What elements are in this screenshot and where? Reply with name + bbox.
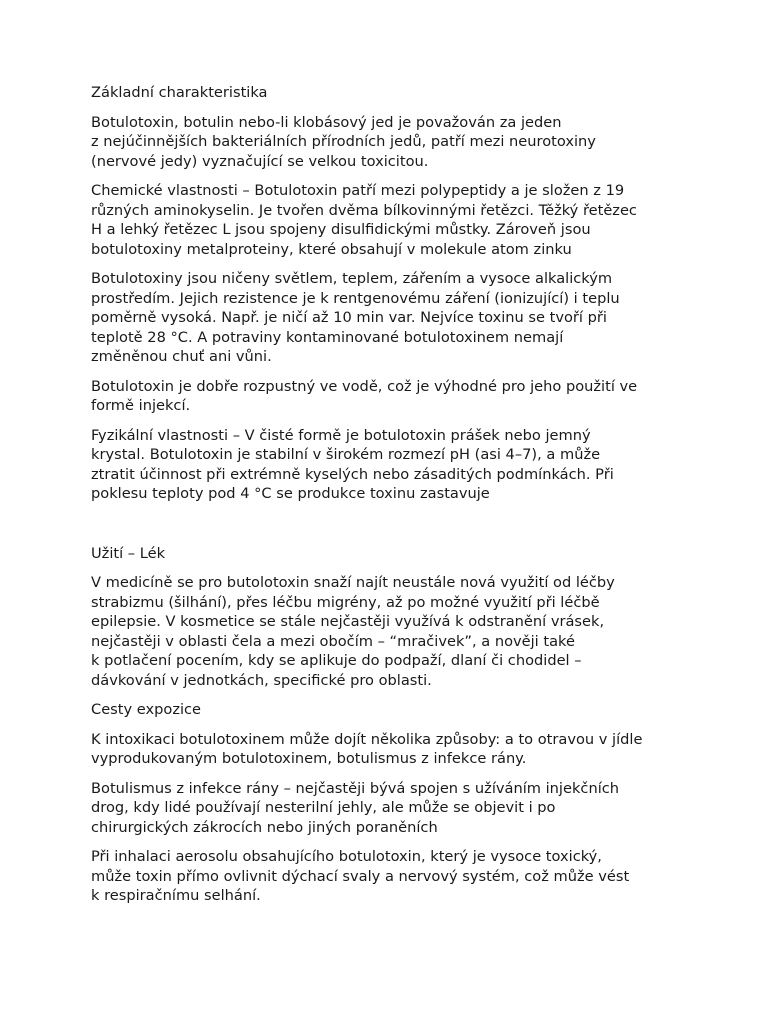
section-gap: [91, 514, 691, 544]
text-line: Cesty expozice: [91, 701, 202, 718]
text-line: epilepsie. V kosmetice se stále nejčastěji využívá k odstranění vrásek,: [91, 613, 605, 630]
document-body: [91, 83, 691, 916]
text-line: ztratit účinnost při extrémně kyselých nebo zásaditých podmínkách. Při: [91, 465, 614, 483]
text-line: dávkování v jednotkách, specifické pro oblasti.: [91, 671, 432, 689]
usage-paragraph: [91, 847, 691, 906]
text-line: Základní charakteristika: [91, 84, 268, 101]
text-line: krystal. Botulotoxin je stabilní v širokém rozmezí pH (asi 4–7), a může: [91, 446, 601, 463]
section-usage: [91, 544, 691, 906]
text-line: může toxin přímo ovlivnit dýchací svaly a nervový systém, což může vést: [91, 867, 630, 885]
text-line: Botulotoxin, botulin nebo-li klobásový jed je považován za jeden: [91, 113, 562, 131]
text-line: Užití – Lék: [91, 544, 166, 562]
characteristics-paragraph: [91, 181, 691, 259]
text-line: botulotoxiny metalproteiny, které obsahují v molekule atom zinku: [91, 240, 572, 258]
text-line: Botulismus z infekce rány – nejčastěji bývá spojen s užíváním injekčních: [91, 779, 620, 797]
text-line: nejčastěji v oblasti čela a mezi obočím – “mračivek”, a nověji také: [91, 632, 575, 650]
characteristics-paragraph: [91, 269, 691, 367]
text-line: změněnou chuť ani vůni.: [91, 348, 272, 365]
characteristics-paragraph: [91, 426, 691, 504]
usage-paragraph: [91, 700, 691, 720]
text-line: formě injekcí.: [91, 397, 191, 414]
usage-paragraph: [91, 730, 691, 769]
text-line: teplotě 28 °C. A potraviny kontaminované botulotoxinem nemají: [91, 328, 564, 346]
text-line: poklesu teploty pod 4 °C se produkce toxinu zastavuje: [91, 485, 490, 502]
text-line: různých aminokyselin. Je tvořen dvěma bílkovinnými řetězci. Těžký řetězec: [91, 201, 637, 219]
text-line: poměrně vysoká. Např. je ničí až 10 min var. Nejvíce toxinu se tvoří při: [91, 309, 607, 326]
section-characteristics: [91, 83, 691, 504]
characteristics-paragraph: [91, 83, 691, 103]
text-line: V medicíně se pro butolotoxin snaží najít neustále nová využití od léčby: [91, 574, 615, 591]
text-line: prostředím. Jejich rezistence je k rentgenovému záření (ionizující) i teplu: [91, 289, 620, 307]
text-line: Botulotoxiny jsou ničeny světlem, teplem, zářením a vysoce alkalickým: [91, 270, 613, 287]
usage-paragraph: [91, 779, 691, 838]
text-line: vyprodukovaným botulotoxinem, botulismus z infekce rány.: [91, 750, 527, 767]
text-line: Při inhalaci aerosolu obsahujícího botulotoxin, který je vysoce toxický,: [91, 848, 602, 865]
text-line: H a lehký řetězec L jsou spojeny disulfidickými můstky. Zároveň jsou: [91, 221, 591, 238]
text-line: K intoxikaci botulotoxinem může dojít několika způsoby: a to otravou v jídle: [91, 730, 643, 748]
text-line: Botulotoxin je dobře rozpustný ve vodě, což je výhodné pro jeho použití ve: [91, 377, 638, 395]
text-line: Fyzikální vlastnosti – V čisté formě je botulotoxin prášek nebo jemný: [91, 426, 591, 444]
text-line: z nejúčinnějších bakteriálních přírodních jedů, patří mezi neurotoxiny: [91, 133, 596, 150]
text-line: drog, kdy lidé používají nesterilní jehly, ale může se objevit i po: [91, 799, 556, 816]
text-line: (nervové jedy) vyznačující se velkou toxicitou.: [91, 152, 429, 170]
usage-paragraph: [91, 544, 691, 564]
text-line: strabizmu (šilhání), přes léčbu migrény, až po možné využití při léčbě: [91, 593, 600, 611]
text-line: k respiračnímu selhání.: [91, 887, 261, 904]
characteristics-paragraph: [91, 113, 691, 172]
text-line: Chemické vlastnosti – Botulotoxin patří mezi polypeptidy a je složen z 19: [91, 182, 625, 199]
text-line: k potlačení pocením, kdy se aplikuje do podpaží, dlaní či chodidel –: [91, 652, 582, 669]
usage-paragraph: [91, 573, 691, 690]
characteristics-paragraph: [91, 377, 691, 416]
text-line: chirurgických zákrocích nebo jiných poraněních: [91, 818, 438, 836]
